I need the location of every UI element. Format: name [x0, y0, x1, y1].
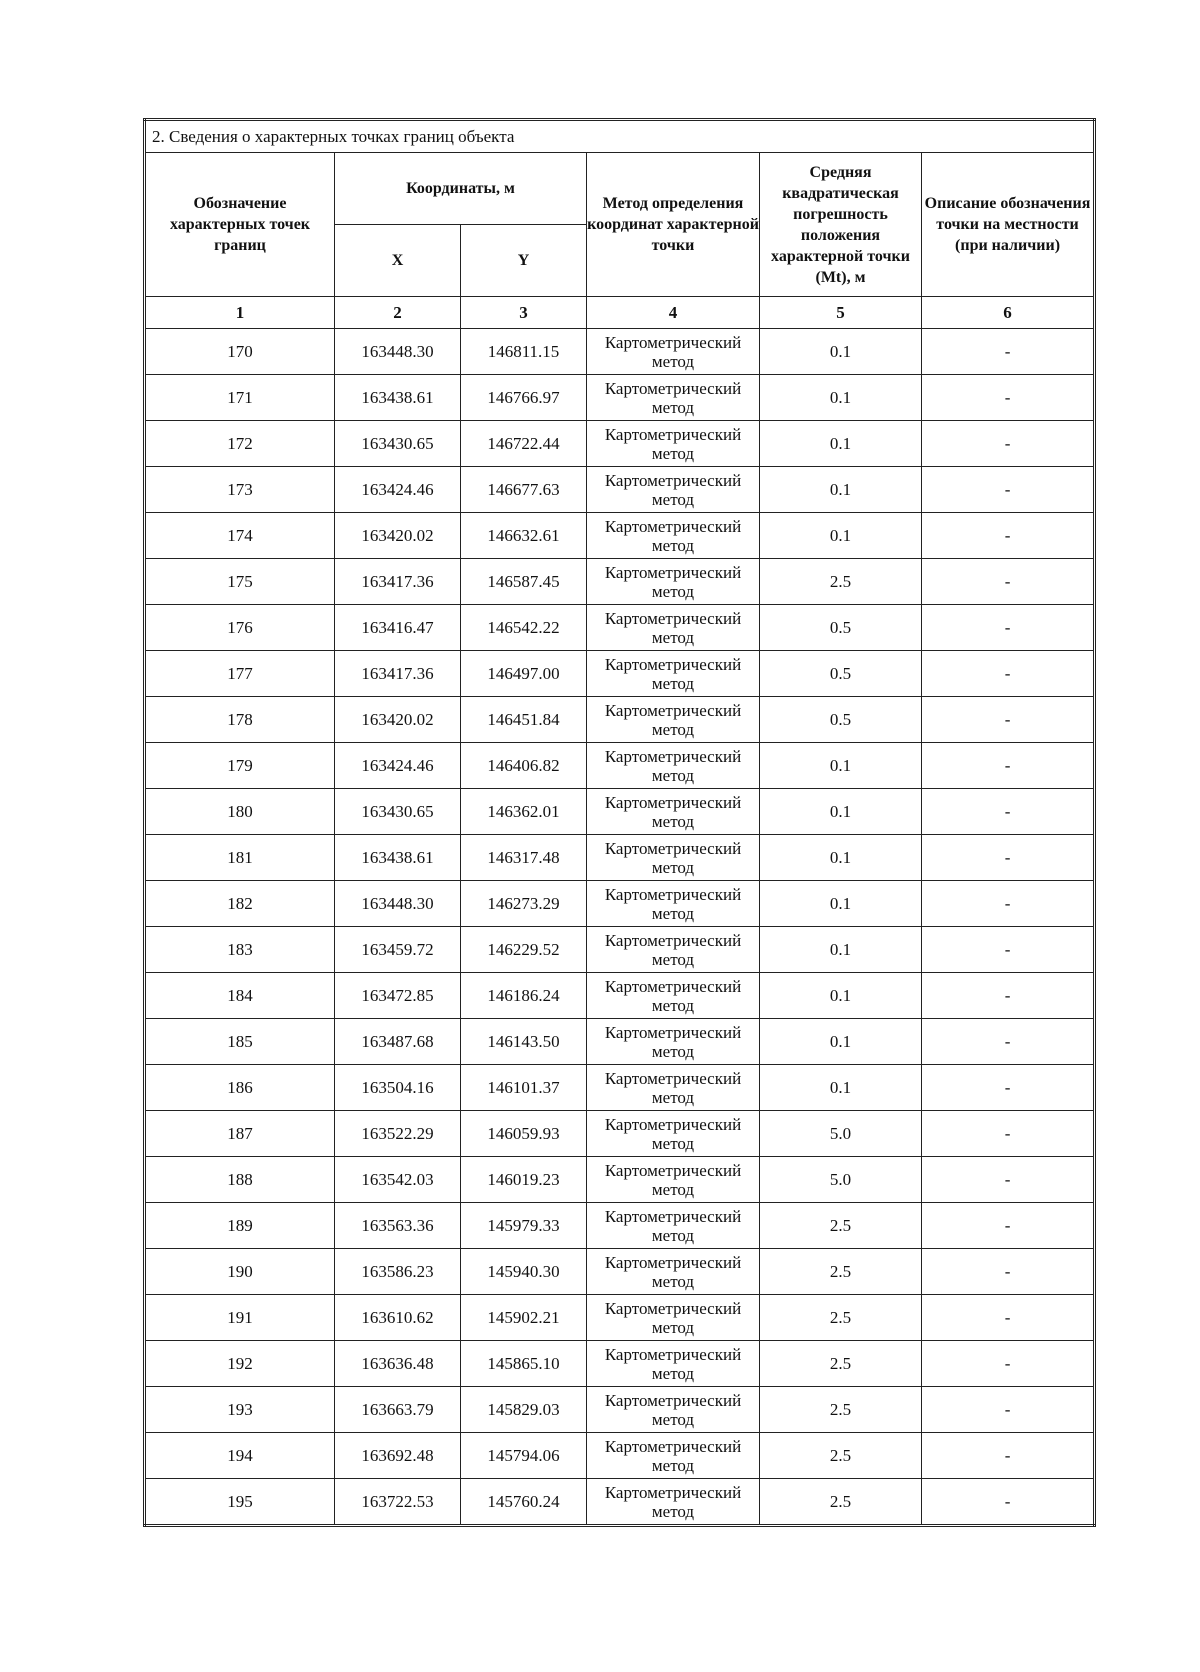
header-description: Описание обозначения точки на местности (при наличии)	[922, 153, 1095, 297]
method-cell	[587, 835, 760, 881]
table-row	[145, 835, 1095, 881]
method-text: метод	[651, 1501, 695, 1521]
method-text: Картометрический	[604, 1436, 742, 1456]
method-text: метод	[651, 1041, 695, 1061]
x-coordinate-cell: 163438.61	[335, 835, 461, 881]
table-row	[145, 1157, 1095, 1203]
method-text: метод	[651, 581, 695, 601]
x-coordinate-cell: 163424.46	[335, 467, 461, 513]
description-cell: -	[922, 1019, 1095, 1065]
method-text: Картометрический	[604, 1482, 742, 1502]
table-row	[145, 651, 1095, 697]
y-coordinate-cell: 146766.97	[461, 375, 587, 421]
description-cell: -	[922, 1157, 1095, 1203]
description-cell: -	[922, 651, 1095, 697]
description-cell: -	[922, 881, 1095, 927]
column-number: 2	[335, 297, 461, 329]
table-row	[145, 421, 1095, 467]
method-text: метод	[651, 903, 695, 923]
description-cell: -	[922, 513, 1095, 559]
error-cell: 5.0	[760, 1111, 922, 1157]
method-cell	[587, 1203, 760, 1249]
y-coordinate-cell: 146451.84	[461, 697, 587, 743]
method-text: метод	[651, 1317, 695, 1337]
error-cell: 2.5	[760, 1479, 922, 1526]
method-cell	[587, 789, 760, 835]
point-id-cell: 190	[145, 1249, 335, 1295]
table-row	[145, 1111, 1095, 1157]
table-row	[145, 927, 1095, 973]
method-text: метод	[651, 1225, 695, 1245]
error-cell: 2.5	[760, 1433, 922, 1479]
method-text: Картометрический	[604, 1344, 742, 1364]
x-coordinate-cell: 163438.61	[335, 375, 461, 421]
method-text: метод	[651, 949, 695, 969]
method-text: метод	[651, 719, 695, 739]
method-text: Картометрический	[604, 470, 742, 490]
table-row	[145, 1433, 1095, 1479]
description-cell: -	[922, 1341, 1095, 1387]
header-x: X	[335, 225, 461, 297]
point-id-cell: 183	[145, 927, 335, 973]
x-coordinate-cell: 163417.36	[335, 651, 461, 697]
table-row	[145, 1019, 1095, 1065]
method-text: метод	[651, 1133, 695, 1153]
method-text: метод	[651, 1271, 695, 1291]
description-cell: -	[922, 697, 1095, 743]
table-row	[145, 743, 1095, 789]
point-id-cell: 176	[145, 605, 335, 651]
method-cell	[587, 1295, 760, 1341]
y-coordinate-cell: 145794.06	[461, 1433, 587, 1479]
method-text: Картометрический	[604, 1298, 742, 1318]
point-id-cell: 193	[145, 1387, 335, 1433]
column-number: 4	[587, 297, 760, 329]
x-coordinate-cell: 163636.48	[335, 1341, 461, 1387]
column-number-row	[145, 297, 1095, 329]
description-cell: -	[922, 1249, 1095, 1295]
x-coordinate-cell: 163487.68	[335, 1019, 461, 1065]
y-coordinate-cell: 145760.24	[461, 1479, 587, 1526]
error-cell: 2.5	[760, 1387, 922, 1433]
method-cell	[587, 559, 760, 605]
table-row	[145, 1479, 1095, 1526]
method-text: метод	[651, 1087, 695, 1107]
method-cell	[587, 1019, 760, 1065]
y-coordinate-cell: 146632.61	[461, 513, 587, 559]
boundary-points-table	[143, 118, 1096, 1527]
x-coordinate-cell: 163522.29	[335, 1111, 461, 1157]
y-coordinate-cell: 146497.00	[461, 651, 587, 697]
method-cell	[587, 1111, 760, 1157]
x-coordinate-cell: 163586.23	[335, 1249, 461, 1295]
x-coordinate-cell: 163430.65	[335, 789, 461, 835]
x-coordinate-cell: 163504.16	[335, 1065, 461, 1111]
description-cell: -	[922, 1295, 1095, 1341]
error-cell: 0.1	[760, 881, 922, 927]
table-row	[145, 1295, 1095, 1341]
point-id-cell: 192	[145, 1341, 335, 1387]
method-cell	[587, 513, 760, 559]
point-id-cell: 184	[145, 973, 335, 1019]
description-cell: -	[922, 835, 1095, 881]
x-coordinate-cell: 163420.02	[335, 513, 461, 559]
method-text: метод	[651, 1455, 695, 1475]
error-cell: 0.1	[760, 973, 922, 1019]
method-cell	[587, 375, 760, 421]
description-cell: -	[922, 1065, 1095, 1111]
point-id-cell: 179	[145, 743, 335, 789]
table-row	[145, 513, 1095, 559]
method-text: метод	[651, 535, 695, 555]
method-text: Картометрический	[604, 516, 742, 536]
table-row	[145, 375, 1095, 421]
method-text: метод	[651, 1363, 695, 1383]
point-id-cell: 175	[145, 559, 335, 605]
header-method: Метод определения координат характерной точки	[587, 153, 760, 297]
y-coordinate-cell: 146059.93	[461, 1111, 587, 1157]
x-coordinate-cell: 163722.53	[335, 1479, 461, 1526]
method-cell	[587, 1249, 760, 1295]
method-cell	[587, 605, 760, 651]
method-text: Картометрический	[604, 792, 742, 812]
error-cell: 0.1	[760, 375, 922, 421]
method-text: Картометрический	[604, 700, 742, 720]
y-coordinate-cell: 146273.29	[461, 881, 587, 927]
error-cell: 0.1	[760, 789, 922, 835]
y-coordinate-cell: 146362.01	[461, 789, 587, 835]
y-coordinate-cell: 146406.82	[461, 743, 587, 789]
x-coordinate-cell: 163448.30	[335, 329, 461, 375]
y-coordinate-cell: 146317.48	[461, 835, 587, 881]
method-text: метод	[651, 397, 695, 417]
table-row	[145, 697, 1095, 743]
method-cell	[587, 743, 760, 789]
method-text: Картометрический	[604, 930, 742, 950]
y-coordinate-cell: 146811.15	[461, 329, 587, 375]
x-coordinate-cell: 163663.79	[335, 1387, 461, 1433]
point-id-cell: 177	[145, 651, 335, 697]
description-cell: -	[922, 1203, 1095, 1249]
error-cell: 0.5	[760, 651, 922, 697]
method-cell	[587, 421, 760, 467]
method-text: метод	[651, 351, 695, 371]
table-row	[145, 467, 1095, 513]
y-coordinate-cell: 146587.45	[461, 559, 587, 605]
error-cell: 0.1	[760, 743, 922, 789]
description-cell: -	[922, 973, 1095, 1019]
method-cell	[587, 1157, 760, 1203]
method-text: Картометрический	[604, 976, 742, 996]
method-text: Картометрический	[604, 378, 742, 398]
x-coordinate-cell: 163472.85	[335, 973, 461, 1019]
method-text: Картометрический	[604, 884, 742, 904]
point-id-cell: 182	[145, 881, 335, 927]
description-cell: -	[922, 1387, 1095, 1433]
x-coordinate-cell: 163420.02	[335, 697, 461, 743]
method-cell	[587, 973, 760, 1019]
method-cell	[587, 329, 760, 375]
table-row	[145, 605, 1095, 651]
method-text: метод	[651, 489, 695, 509]
y-coordinate-cell: 146019.23	[461, 1157, 587, 1203]
y-coordinate-cell: 146722.44	[461, 421, 587, 467]
x-coordinate-cell: 163417.36	[335, 559, 461, 605]
error-cell: 0.1	[760, 835, 922, 881]
error-cell: 2.5	[760, 1341, 922, 1387]
error-cell: 0.1	[760, 1019, 922, 1065]
error-cell: 0.1	[760, 1065, 922, 1111]
error-cell: 2.5	[760, 559, 922, 605]
method-text: Картометрический	[604, 1160, 742, 1180]
method-cell	[587, 467, 760, 513]
y-coordinate-cell: 146143.50	[461, 1019, 587, 1065]
method-text: Картометрический	[604, 608, 742, 628]
method-text: Картометрический	[604, 1114, 742, 1134]
description-cell: -	[922, 1433, 1095, 1479]
table-row	[145, 973, 1095, 1019]
table-row	[145, 329, 1095, 375]
method-text: Картометрический	[604, 746, 742, 766]
point-id-cell: 170	[145, 329, 335, 375]
y-coordinate-cell: 145829.03	[461, 1387, 587, 1433]
method-cell	[587, 1065, 760, 1111]
method-cell	[587, 1433, 760, 1479]
description-cell: -	[922, 375, 1095, 421]
method-text: метод	[651, 857, 695, 877]
y-coordinate-cell: 145979.33	[461, 1203, 587, 1249]
point-id-cell: 189	[145, 1203, 335, 1249]
method-text: метод	[651, 627, 695, 647]
error-cell: 0.5	[760, 605, 922, 651]
table-row	[145, 1203, 1095, 1249]
point-id-cell: 187	[145, 1111, 335, 1157]
point-id-cell: 191	[145, 1295, 335, 1341]
description-cell: -	[922, 927, 1095, 973]
method-cell	[587, 1479, 760, 1526]
method-text: метод	[651, 765, 695, 785]
table-row	[145, 881, 1095, 927]
method-text: Картометрический	[604, 1252, 742, 1272]
point-id-cell: 171	[145, 375, 335, 421]
method-text: метод	[651, 443, 695, 463]
method-text: метод	[651, 673, 695, 693]
error-cell: 0.1	[760, 421, 922, 467]
method-text: Картометрический	[604, 332, 742, 352]
y-coordinate-cell: 146186.24	[461, 973, 587, 1019]
header-y: Y	[461, 225, 587, 297]
method-text: Картометрический	[604, 1068, 742, 1088]
y-coordinate-cell: 145865.10	[461, 1341, 587, 1387]
method-cell	[587, 881, 760, 927]
method-cell	[587, 697, 760, 743]
point-id-cell: 178	[145, 697, 335, 743]
method-text: Картометрический	[604, 424, 742, 444]
x-coordinate-cell: 163424.46	[335, 743, 461, 789]
method-text: Картометрический	[604, 838, 742, 858]
y-coordinate-cell: 145902.21	[461, 1295, 587, 1341]
description-cell: -	[922, 743, 1095, 789]
method-text: Картометрический	[604, 1206, 742, 1226]
y-coordinate-cell: 146101.37	[461, 1065, 587, 1111]
error-cell: 5.0	[760, 1157, 922, 1203]
column-number: 3	[461, 297, 587, 329]
description-cell: -	[922, 421, 1095, 467]
header-error: Средняя квадратическая погрешность положения характерной точки (Mt), м	[760, 153, 922, 297]
error-cell: 2.5	[760, 1295, 922, 1341]
method-cell	[587, 651, 760, 697]
method-text: Картометрический	[604, 1022, 742, 1042]
point-id-cell: 173	[145, 467, 335, 513]
table-row	[145, 1387, 1095, 1433]
description-cell: -	[922, 329, 1095, 375]
table-row	[145, 1341, 1095, 1387]
point-id-cell: 172	[145, 421, 335, 467]
description-cell: -	[922, 1479, 1095, 1526]
y-coordinate-cell: 146542.22	[461, 605, 587, 651]
method-cell	[587, 1341, 760, 1387]
y-coordinate-cell: 146677.63	[461, 467, 587, 513]
description-cell: -	[922, 559, 1095, 605]
y-coordinate-cell: 145940.30	[461, 1249, 587, 1295]
error-cell: 0.1	[760, 927, 922, 973]
error-cell: 0.5	[760, 697, 922, 743]
point-id-cell: 186	[145, 1065, 335, 1111]
x-coordinate-cell: 163563.36	[335, 1203, 461, 1249]
column-number: 1	[145, 297, 335, 329]
x-coordinate-cell: 163416.47	[335, 605, 461, 651]
point-id-cell: 185	[145, 1019, 335, 1065]
method-text: метод	[651, 811, 695, 831]
table-body	[145, 329, 1095, 1526]
error-cell: 0.1	[760, 513, 922, 559]
point-id-cell: 195	[145, 1479, 335, 1526]
x-coordinate-cell: 163610.62	[335, 1295, 461, 1341]
x-coordinate-cell: 163459.72	[335, 927, 461, 973]
description-cell: -	[922, 1111, 1095, 1157]
error-cell: 2.5	[760, 1203, 922, 1249]
table-row	[145, 1065, 1095, 1111]
x-coordinate-cell: 163430.65	[335, 421, 461, 467]
header-coordinates: Координаты, м	[335, 153, 587, 225]
header-designation: Обозначение характерных точек границ	[145, 153, 335, 297]
table-row	[145, 559, 1095, 605]
method-text: Картометрический	[604, 1390, 742, 1410]
table-row	[145, 1249, 1095, 1295]
method-text: Картометрический	[604, 654, 742, 674]
x-coordinate-cell: 163448.30	[335, 881, 461, 927]
method-cell	[587, 1387, 760, 1433]
y-coordinate-cell: 146229.52	[461, 927, 587, 973]
x-coordinate-cell: 163542.03	[335, 1157, 461, 1203]
description-cell: -	[922, 605, 1095, 651]
column-number: 6	[922, 297, 1095, 329]
table-caption: 2. Сведения о характерных точках границ объекта	[145, 120, 1095, 153]
method-text: метод	[651, 1179, 695, 1199]
x-coordinate-cell: 163692.48	[335, 1433, 461, 1479]
column-number: 5	[760, 297, 922, 329]
description-cell: -	[922, 789, 1095, 835]
point-id-cell: 174	[145, 513, 335, 559]
point-id-cell: 180	[145, 789, 335, 835]
description-cell: -	[922, 467, 1095, 513]
method-text: метод	[651, 995, 695, 1015]
point-id-cell: 194	[145, 1433, 335, 1479]
method-text: Картометрический	[604, 562, 742, 582]
error-cell: 2.5	[760, 1249, 922, 1295]
point-id-cell: 188	[145, 1157, 335, 1203]
error-cell: 0.1	[760, 467, 922, 513]
point-id-cell: 181	[145, 835, 335, 881]
error-cell: 0.1	[760, 329, 922, 375]
method-cell	[587, 927, 760, 973]
method-text: метод	[651, 1409, 695, 1429]
table-row	[145, 789, 1095, 835]
